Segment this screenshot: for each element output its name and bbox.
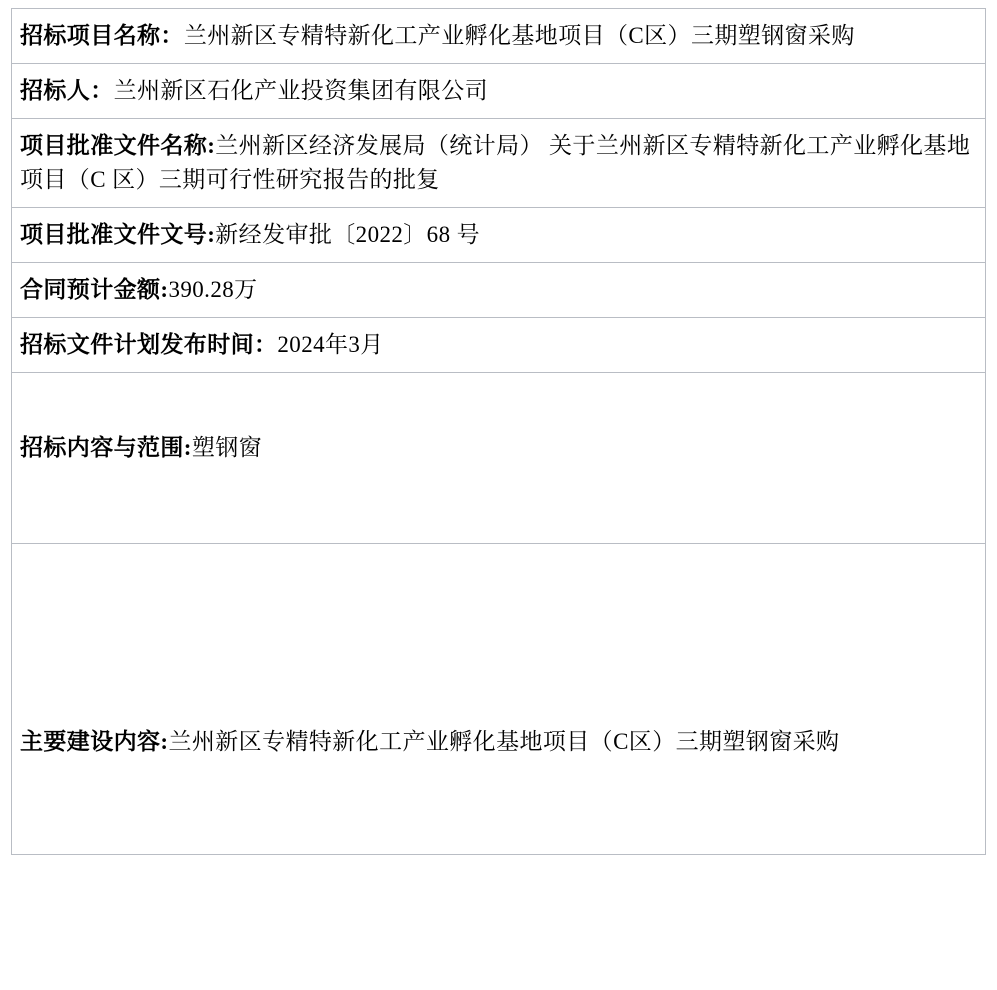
contract-amount-label: 合同预计金额: — [20, 277, 169, 303]
approval-document-number-value: 新经发审批〔2022〕68 号 — [215, 222, 481, 248]
main-construction-label: 主要建设内容: — [20, 729, 169, 755]
tender-scope-content — [20, 383, 979, 465]
table-row — [12, 208, 986, 263]
main-construction-content — [20, 639, 979, 759]
main-construction-cell — [12, 544, 986, 855]
table-row — [12, 119, 986, 208]
tender-scope-label: 招标内容与范围: — [20, 435, 192, 461]
tenderee-cell — [12, 64, 986, 119]
tender-scope-cell — [12, 373, 986, 544]
approval-document-number-label: 项目批准文件文号: — [20, 222, 216, 248]
tender-info-table-body — [12, 9, 986, 855]
table-row — [12, 9, 986, 64]
main-construction-value: 兰州新区专精特新化工产业孵化基地项目（C区）三期塑钢窗采购 — [168, 729, 840, 755]
tender-info-table — [11, 8, 986, 855]
approval-document-name-label: 项目批准文件名称: — [20, 133, 216, 159]
approval-document-number-cell — [12, 208, 986, 263]
project-name-cell — [12, 9, 986, 64]
contract-amount-cell — [12, 263, 986, 318]
tender-scope-value: 塑钢窗 — [191, 435, 263, 461]
table-row — [12, 318, 986, 373]
approval-document-name-value: 兰州新区经济发展局（统计局） 关于兰州新区专精特新化工产业孵化基地项目（C 区）三期可行性研究报告的批复 — [20, 133, 971, 193]
approval-document-name-content — [20, 129, 979, 197]
approval-document-name-cell — [12, 119, 986, 208]
table-row — [12, 373, 986, 544]
release-time-content — [20, 328, 979, 362]
contract-amount-content — [20, 273, 979, 307]
tenderee-content — [20, 74, 979, 108]
project-name-value: 兰州新区专精特新化工产业孵化基地项目（C区）三期塑钢窗采购 — [183, 23, 855, 48]
table-row — [12, 544, 986, 855]
table-row — [12, 263, 986, 318]
project-name-label: 招标项目名称： — [20, 23, 184, 48]
tenderee-value: 兰州新区石化产业投资集团有限公司 — [113, 78, 489, 104]
tenderee-label: 招标人： — [20, 78, 114, 104]
approval-document-number-content — [20, 218, 979, 252]
release-time-value: 2024年3月 — [277, 332, 384, 358]
release-time-label: 招标文件计划发布时间： — [20, 332, 278, 358]
contract-amount-value: 390.28万 — [168, 277, 258, 303]
release-time-cell — [12, 318, 986, 373]
project-name-content — [20, 19, 979, 53]
table-row — [12, 64, 986, 119]
